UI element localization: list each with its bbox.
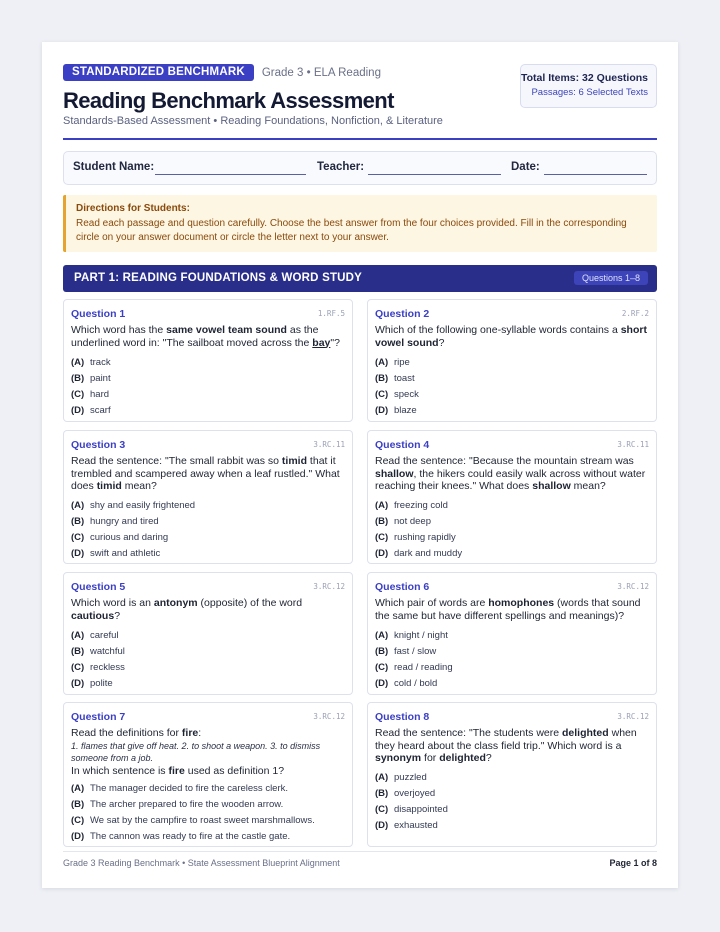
option-letter: (D)	[71, 677, 85, 689]
assessment-page	[42, 42, 678, 888]
question-number: Question 1	[71, 308, 126, 320]
option-text: speck	[394, 388, 419, 400]
answer-option[interactable]	[375, 786, 649, 802]
page-number: Page 1 of 8	[609, 858, 657, 868]
option-text: shy and easily frightened	[90, 500, 196, 511]
question-stem	[71, 455, 345, 493]
question-number: Question 8	[375, 711, 430, 723]
answer-option[interactable]	[71, 812, 345, 828]
answer-option[interactable]	[71, 386, 345, 402]
question-card	[367, 299, 657, 422]
question-stem	[375, 324, 649, 349]
question-number: Question 6	[375, 581, 430, 593]
option-text: curious and daring	[90, 532, 169, 543]
option-letter: (B)	[375, 788, 389, 799]
stem-text: when they heard about the class field trip." Which word is a	[375, 727, 637, 752]
page-content	[63, 64, 657, 868]
option-letter: (C)	[375, 804, 389, 815]
header-divider	[63, 138, 657, 140]
option-letter: (D)	[71, 830, 85, 842]
page-subtitle: Standards-Based Assessment • Reading Foundations, Nonfiction, & Literature	[63, 115, 443, 127]
question-stem	[375, 455, 649, 493]
stem-text: (words that sound the same but have different spellings and meanings)?	[375, 597, 641, 622]
option-text: puzzled	[394, 772, 427, 783]
stem-text: Read the sentence: "Because the mountain stream was	[375, 455, 634, 467]
standard-code: 3.RC.11	[313, 440, 345, 449]
stem-text: :	[198, 727, 202, 739]
question-card	[63, 572, 353, 695]
question-stem	[71, 727, 345, 740]
answer-option[interactable]	[71, 659, 345, 675]
option-text: ripe	[394, 356, 410, 368]
option-letter: (B)	[375, 372, 389, 384]
option-text: hard	[90, 388, 110, 400]
option-letter: (C)	[71, 814, 85, 826]
option-letter: (D)	[375, 820, 389, 831]
stem-emphasis: fire	[181, 727, 199, 739]
grade-subject: Grade 3 • ELA Reading	[261, 66, 381, 79]
question-number: Question 2	[375, 308, 430, 320]
stem-emphasis: antonym	[153, 597, 198, 609]
answer-options	[71, 627, 345, 691]
option-text: overjoyed	[394, 788, 436, 799]
option-letter: (A)	[71, 500, 85, 511]
stem-text: Which pair of words are	[375, 597, 489, 609]
question-stem	[71, 324, 345, 349]
answer-options	[71, 498, 345, 562]
option-text: polite	[90, 677, 113, 689]
question-card	[367, 430, 657, 564]
directions-text: Read each passage and question carefully. Choose the best answer from the four choices provided. Fill in the corresponding circle on your answer document or circle the letter next to your answer.	[76, 218, 627, 243]
option-letter: (B)	[71, 798, 85, 810]
question-number: Question 3	[71, 439, 126, 451]
option-text: knight / night	[394, 629, 448, 641]
option-letter: (C)	[71, 532, 85, 543]
word-definitions: 1. flames that give off heat. 2. to shoot a weapon. 3. to dismiss someone from a job.	[71, 740, 321, 763]
answer-option[interactable]	[71, 780, 345, 796]
option-text: toast	[394, 372, 415, 384]
stem-text: Which word is an	[71, 597, 154, 609]
answer-options	[71, 354, 345, 418]
option-letter: (A)	[71, 356, 85, 368]
totals-box	[520, 64, 657, 108]
answer-options	[375, 498, 649, 562]
footer-blueprint: Grade 3 Reading Benchmark • State Assessment Blueprint Alignment	[63, 858, 340, 868]
answer-option[interactable]	[375, 402, 649, 418]
question-stem	[375, 727, 649, 765]
answer-option[interactable]	[71, 627, 345, 643]
answer-option[interactable]	[375, 530, 649, 546]
stem-text: used as definition 1?	[184, 764, 285, 777]
total-items: Total Items: 32 Questions	[521, 72, 648, 84]
option-letter: (D)	[375, 677, 389, 689]
stem-text: ?	[485, 752, 492, 764]
answer-option[interactable]	[375, 354, 649, 370]
student-name-label: Student Name:	[73, 161, 155, 173]
question-number: Question 7	[71, 711, 126, 723]
standard-code: 3.RC.12	[617, 712, 649, 721]
answer-option[interactable]	[375, 386, 649, 402]
stem-emphasis: homophones	[488, 597, 555, 609]
question-card	[367, 702, 657, 847]
answer-option[interactable]	[375, 770, 649, 786]
option-letter: (D)	[71, 548, 85, 559]
teacher-label: Teacher:	[317, 161, 365, 173]
option-text: reckless	[90, 661, 125, 673]
stem-text: "?	[330, 336, 340, 349]
answer-option[interactable]	[375, 818, 649, 834]
standard-code: 3.RC.12	[313, 712, 345, 721]
answer-options	[71, 780, 345, 844]
option-letter: (B)	[375, 645, 389, 657]
answer-option[interactable]	[71, 514, 345, 530]
question-card	[63, 299, 353, 422]
option-text: rushing rapidly	[394, 532, 456, 543]
option-text: scarf	[90, 404, 111, 416]
option-letter: (B)	[71, 645, 85, 657]
stem-text: ?	[114, 609, 121, 622]
stem-emphasis: shallow	[375, 467, 414, 480]
question-stem	[71, 597, 345, 622]
option-letter: (A)	[375, 629, 389, 641]
stem-text: Read the sentence: "The small rabbit was so	[71, 455, 282, 467]
option-letter: (A)	[375, 500, 389, 511]
option-letter: (D)	[71, 404, 85, 416]
option-letter: (B)	[71, 516, 85, 527]
option-letter: (A)	[71, 782, 85, 794]
option-text: careful	[90, 629, 119, 641]
option-text: blaze	[394, 404, 417, 416]
standard-code: 3.RC.12	[617, 582, 649, 591]
option-letter: (C)	[375, 661, 389, 673]
standard-code: 3.RC.11	[617, 440, 649, 449]
option-text: cold / bold	[394, 677, 438, 689]
page-footer	[63, 858, 657, 872]
stem-emphasis: timid	[96, 480, 122, 492]
answer-option[interactable]	[375, 370, 649, 386]
answer-option[interactable]	[375, 675, 649, 691]
answer-option[interactable]	[71, 402, 345, 418]
stem-emphasis: short vowel sound	[375, 324, 647, 349]
option-letter: (A)	[71, 629, 85, 641]
option-text: exhausted	[394, 820, 438, 831]
part-question-range: Questions 1–8	[574, 271, 648, 285]
answer-options	[375, 770, 649, 834]
stem-text: as the underlined word in: "The sailboat moved across the	[71, 324, 319, 349]
question-stem	[71, 765, 345, 778]
answer-option[interactable]	[71, 828, 345, 844]
passage-count: Passages: 6 Selected Texts	[531, 87, 648, 98]
stem-text: ?	[438, 336, 445, 349]
stem-text: , the hikers could easily walk across without water reaching their knees." What does	[375, 467, 646, 492]
stem-emphasis: same vowel team sound	[166, 324, 287, 336]
option-text: track	[90, 356, 111, 368]
stem-text: Read the sentence: "The students were	[375, 727, 563, 739]
stem-text: for	[421, 752, 440, 764]
part-title: PART 1: READING FOUNDATIONS & WORD STUDY	[74, 272, 363, 284]
stem-text: mean?	[121, 480, 157, 492]
option-letter: (C)	[375, 388, 389, 400]
benchmark-badge: STANDARDIZED BENCHMARK	[63, 64, 254, 81]
option-letter: (D)	[375, 404, 389, 416]
directions-box	[63, 195, 657, 252]
option-letter: (A)	[375, 772, 389, 783]
answer-option[interactable]	[375, 659, 649, 675]
answer-option[interactable]	[71, 498, 345, 514]
answer-option[interactable]	[71, 643, 345, 659]
question-number: Question 4	[375, 439, 430, 451]
student-name-field[interactable]	[155, 174, 306, 175]
teacher-field[interactable]	[368, 174, 501, 175]
stem-emphasis: shallow	[532, 480, 571, 492]
option-text: paint	[90, 372, 111, 384]
option-letter: (B)	[71, 372, 85, 384]
answer-options	[375, 627, 649, 691]
stem-text: that it trembled and scampered away when a leaf rustled." What does	[71, 455, 340, 492]
part-header	[63, 265, 657, 292]
stem-emphasis: timid	[281, 455, 308, 467]
option-text: read / reading	[394, 661, 453, 673]
option-text: disappointed	[394, 804, 448, 815]
stem-underlined-word: bay	[312, 336, 331, 349]
stem-text: (opposite) of the word	[197, 597, 303, 609]
option-letter: (C)	[71, 661, 85, 673]
date-field[interactable]	[544, 174, 647, 175]
option-text: The manager decided to fire the careless clerk.	[90, 782, 289, 794]
option-letter: (B)	[375, 516, 389, 527]
question-card	[63, 430, 353, 564]
stem-emphasis: delighted	[562, 727, 609, 739]
answer-option[interactable]	[71, 675, 345, 691]
answer-option[interactable]	[375, 802, 649, 818]
stem-text: Which word has the	[71, 324, 167, 336]
option-letter: (C)	[71, 388, 85, 400]
question-stem	[375, 597, 649, 622]
option-text: hungry and tired	[90, 516, 159, 527]
answer-option[interactable]	[375, 498, 649, 514]
answer-option[interactable]	[375, 514, 649, 530]
answer-option[interactable]	[375, 627, 649, 643]
answer-option[interactable]	[71, 796, 345, 812]
question-card	[63, 702, 353, 847]
stem-text: In which sentence is	[71, 764, 169, 777]
option-letter: (C)	[375, 532, 389, 543]
stem-text: Read the definitions for	[71, 727, 182, 739]
option-text: We sat by the campfire to roast sweet marshmallows.	[90, 814, 315, 826]
answer-option[interactable]	[375, 546, 649, 562]
footer-divider	[63, 851, 657, 852]
answer-option[interactable]	[71, 370, 345, 386]
option-text: freezing cold	[394, 500, 448, 511]
option-text: The archer prepared to fire the wooden arrow.	[90, 798, 284, 810]
directions-heading: Directions for Students:	[76, 203, 190, 214]
answer-option[interactable]	[71, 530, 345, 546]
option-text: fast / slow	[394, 645, 437, 657]
option-text: watchful	[90, 645, 125, 657]
standard-code: 3.RC.12	[313, 582, 345, 591]
answer-options	[375, 354, 649, 418]
date-label: Date:	[511, 161, 540, 173]
stem-emphasis: delighted	[439, 752, 486, 764]
option-letter: (A)	[375, 356, 389, 368]
standard-code: 2.RF.2	[621, 309, 649, 318]
standard-code: 1.RF.5	[317, 309, 345, 318]
answer-option[interactable]	[375, 643, 649, 659]
page-title: Reading Benchmark Assessment	[63, 88, 394, 113]
option-text: swift and athletic	[90, 548, 161, 559]
stem-text: mean?	[570, 480, 606, 492]
question-number: Question 5	[71, 581, 126, 593]
stem-emphasis: synonym	[375, 752, 422, 764]
option-text: dark and muddy	[394, 548, 463, 559]
student-info-bar	[63, 151, 657, 185]
stem-emphasis: fire	[168, 764, 185, 777]
answer-option[interactable]	[71, 546, 345, 562]
question-card	[367, 572, 657, 695]
stem-emphasis: cautious	[71, 609, 115, 622]
option-text: not deep	[394, 516, 431, 527]
option-letter: (D)	[375, 548, 389, 559]
stem-text: Which of the following one-syllable words contains a	[375, 324, 621, 336]
option-text: The cannon was ready to fire at the castle gate.	[90, 830, 291, 842]
answer-option[interactable]	[71, 354, 345, 370]
